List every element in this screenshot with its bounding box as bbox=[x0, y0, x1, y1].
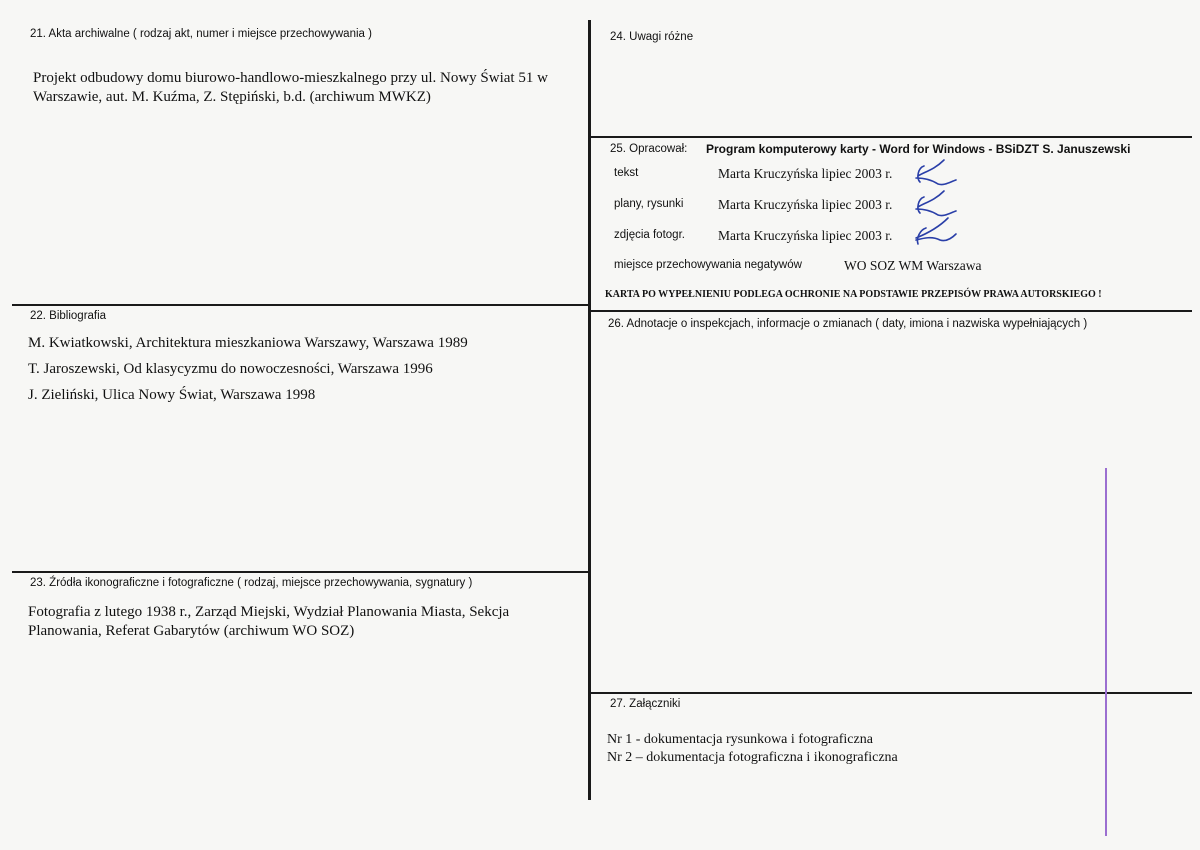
section-23-line-1: Fotografia z lutego 1938 r., Zarząd Miejski, Wydział Planowania Miasta, Sekcja bbox=[28, 604, 510, 620]
divider-26-27 bbox=[590, 692, 1192, 694]
section-23-label: 23. Źródła ikonograficzne i fotograficzne ( rodzaj, miejsce przechowywania, sygnatury ) bbox=[30, 577, 473, 589]
signature-mark bbox=[910, 154, 958, 188]
copyright-notice: KARTA PO WYPEŁNIENIU PODLEGA OCHRONIE NA PODSTAWIE PRZEPISÓW PRAWA AUTORSKIEGO ! bbox=[605, 289, 1102, 300]
section-25-label: 25. Opracował: bbox=[610, 143, 688, 155]
section-26-label: 26. Adnotacje o inspekcjach, informacje o zmianach ( daty, imiona i nazwiska wypełniających ) bbox=[608, 318, 1088, 330]
bibliography-item: J. Zieliński, Ulica Nowy Świat, Warszawa 1998 bbox=[28, 387, 316, 403]
divider-21-22 bbox=[12, 304, 590, 306]
author-role-label: plany, rysunki bbox=[614, 198, 684, 210]
author-role-label: zdjęcia fotogr. bbox=[614, 229, 685, 241]
divider-24-25 bbox=[590, 136, 1192, 138]
program-info: Program komputerowy karty - Word for Windows - BSiDZT S. Januszewski bbox=[706, 142, 1131, 156]
section-27-label: 27. Załączniki bbox=[610, 698, 681, 710]
signature-mark bbox=[910, 214, 958, 248]
section-24-label: 24. Uwagi różne bbox=[610, 31, 694, 43]
bibliography-item: T. Jaroszewski, Od klasycyzmu do nowoczesności, Warszawa 1996 bbox=[28, 361, 433, 377]
author-role-label: tekst bbox=[614, 167, 639, 179]
section-21-label: 21. Akta archiwalne ( rodzaj akt, numer i miejsce przechowywania ) bbox=[30, 28, 372, 40]
divider-22-23 bbox=[12, 571, 590, 573]
author-value: Marta Kruczyńska lipiec 2003 r. bbox=[718, 166, 893, 181]
margin-line bbox=[1105, 468, 1107, 836]
section-21-line-1: Projekt odbudowy domu biurowo-handlowo-mieszkalnego przy ul. Nowy Świat 51 w bbox=[33, 70, 548, 86]
section-23-line-2: Planowania, Referat Gabarytów (archiwum WO SOZ) bbox=[28, 623, 355, 639]
section-21-line-2: Warszawie, aut. M. Kuźma, Z. Stępiński, b.d. (archiwum MWKZ) bbox=[33, 89, 431, 105]
divider-25-26 bbox=[590, 310, 1192, 312]
author-value: Marta Kruczyńska lipiec 2003 r. bbox=[718, 197, 893, 212]
bibliography-item: M. Kwiatkowski, Architektura mieszkaniowa Warszawy, Warszawa 1989 bbox=[28, 335, 468, 351]
negatives-value: WO SOZ WM Warszawa bbox=[844, 258, 982, 273]
attachment-item: Nr 1 - dokumentacja rysunkowa i fotograficzna bbox=[607, 732, 873, 747]
negatives-label: miejsce przechowywania negatywów bbox=[614, 259, 802, 271]
author-value: Marta Kruczyńska lipiec 2003 r. bbox=[718, 228, 893, 243]
attachment-item: Nr 2 – dokumentacja fotograficzna i ikonograficzna bbox=[607, 750, 898, 765]
section-22-label: 22. Bibliografia bbox=[30, 310, 107, 322]
